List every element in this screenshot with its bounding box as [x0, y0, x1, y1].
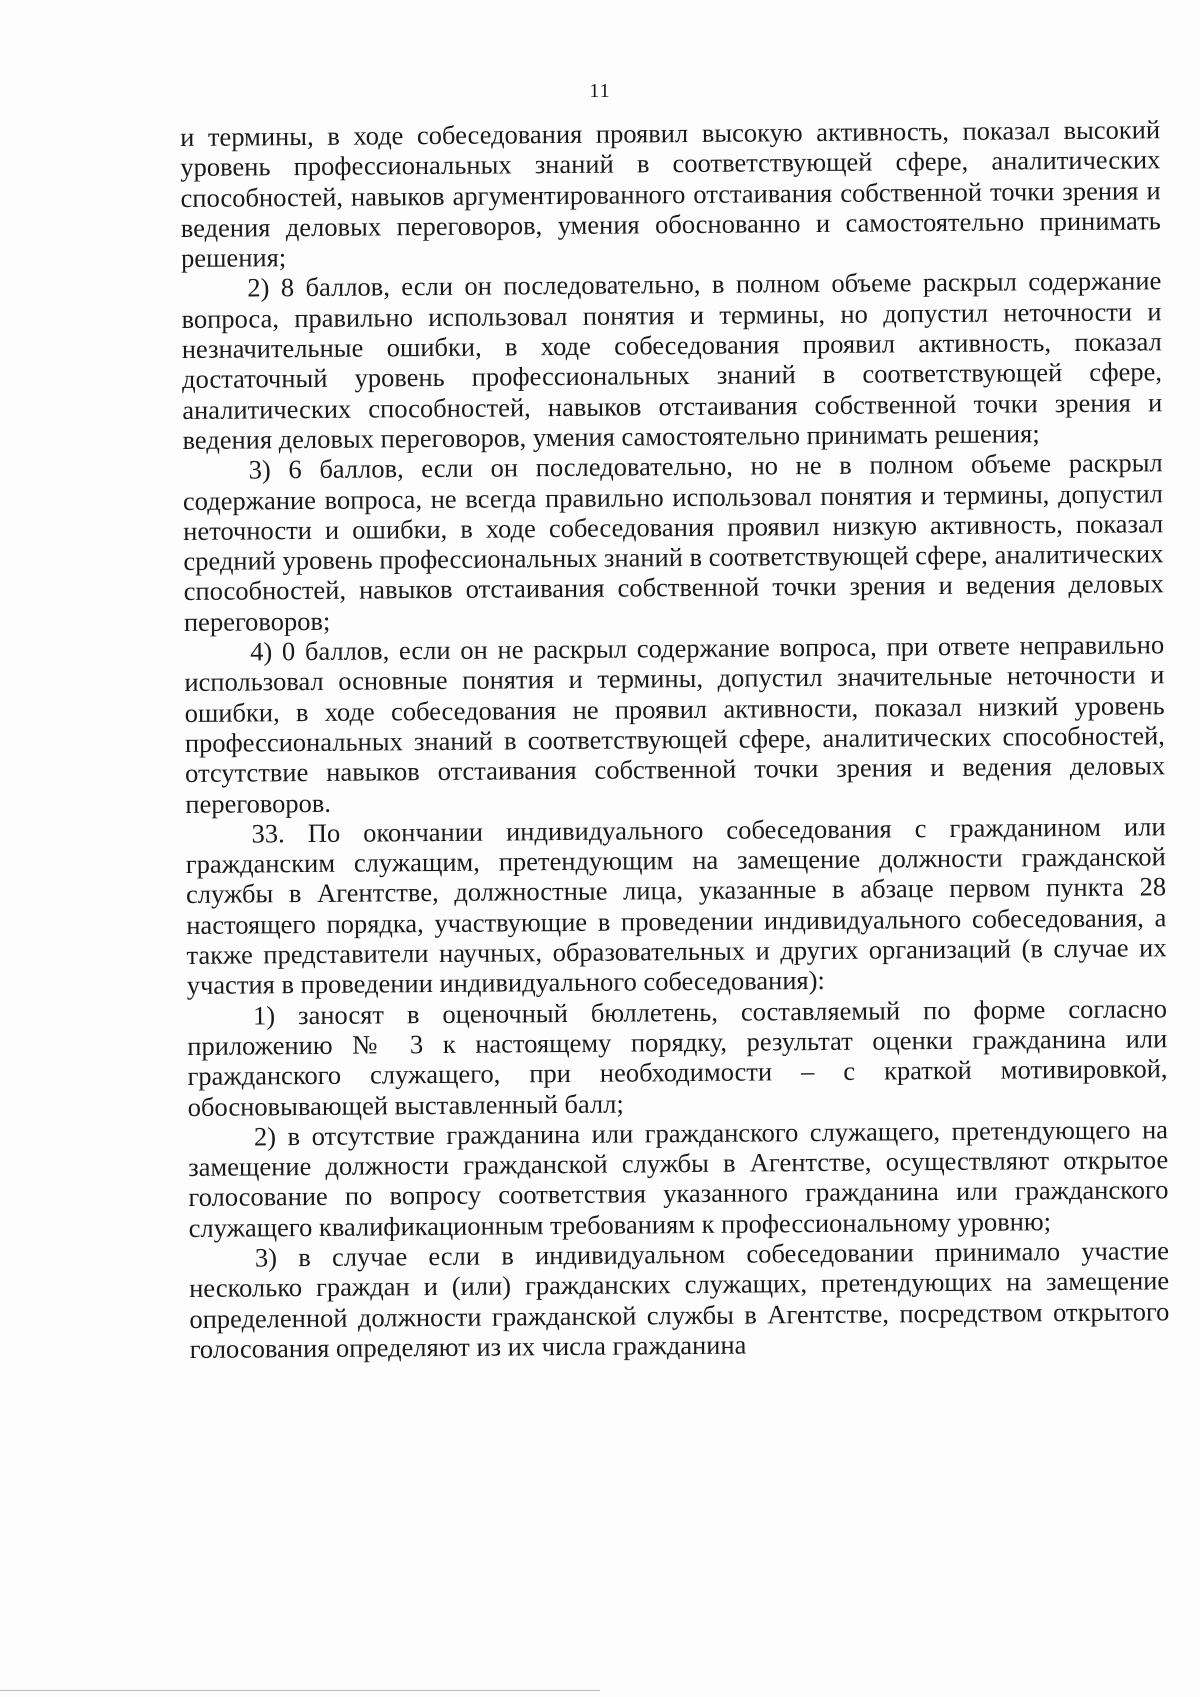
- scan-edge-line: [0, 1690, 600, 1691]
- paragraph-subitem-1: 1) заносят в оценочный бюллетень, составляемый по форме согласно приложению № 3 к настоящему порядку, результат оценки гражданина или гражданского служащего, при необходимости – с краткой мотивировкой, обосновывающей выставленный балл;: [187, 992, 1168, 1122]
- page-number: 11: [589, 80, 611, 102]
- paragraph-clause-33: 33. По окончании индивидуального собеседования с гражданином или гражданским служащим, претендующим на замещение должности гражданской службы в Агентстве, должностные лица, указанные в абзаце первом пункта 28 настоящего порядка, участвующие в проведении индивидуального собеседования, а также представители научных, образовательных и других организаций (в случае их участия в проведении индивидуального собеседования):: [185, 811, 1167, 1001]
- paragraph-item-8-points: 2) 8 баллов, если он последовательно, в полном объеме раскрыл содержание вопроса, правильно использовал понятия и термины, но допустил неточности и незначительные ошибки, в ходе собеседования проявил активность, показал достаточный уровень профессиональных знаний в соответствующей сфере, аналитических способностей, навыков отстаивания собственной точки зрения и ведения деловых переговоров, умения самостоятельно принимать решения;: [181, 265, 1163, 455]
- paragraph-subitem-3: 3) в случае если в индивидуальном собеседовании принимало участие несколько граждан и (или) гражданских служащих, претендующих на замещение определенной должности гражданской службы в Агентстве, посредством открытого голосования определяют из их числа гражданина: [189, 1235, 1170, 1364]
- document-body: [180, 114, 1170, 1364]
- paragraph-subitem-2: 2) в отсутствие гражданина или гражданского служащего, претендующего на замещение должности гражданской службы в Агентстве, осуществляют открытое голосование по вопросу соответствия указанного гражданина или гражданского служащего квалификационным требованиям к профессиональному уровню;: [188, 1114, 1169, 1243]
- paragraph-item-0-points: 4) 0 баллов, если он не раскрыл содержание вопроса, при ответе неправильно использовал основные понятия и термины, допустил значительные неточности и ошибки, в ходе собеседования не проявил активности, показал низкий уровень профессиональных знаний в соответствующей сфере, аналитических способностей, отсутствие навыков отстаивания собственной точки зрения и ведения деловых переговоров.: [184, 629, 1166, 819]
- paragraph-item-6-points: 3) 6 баллов, если он последовательно, но не в полном объеме раскрыл содержание вопроса, не всегда правильно использовал понятия и термины, допустил неточности и ошибки, в ходе собеседования проявил низкую активность, показал средний уровень профессиональных знаний в соответствующей сфере, аналитических способностей, навыков отстаивания собственной точки зрения и ведения деловых переговоров;: [182, 447, 1164, 637]
- paragraph-continuation: и термины, в ходе собеседования проявил высокую активность, показал высокий уровень профессиональных знаний в соответствующей сфере, аналитических способностей, навыков аргументированного отстаивания собственной точки зрения и ведения деловых переговоров, умения обоснованно и самостоятельно принимать решения;: [180, 114, 1161, 274]
